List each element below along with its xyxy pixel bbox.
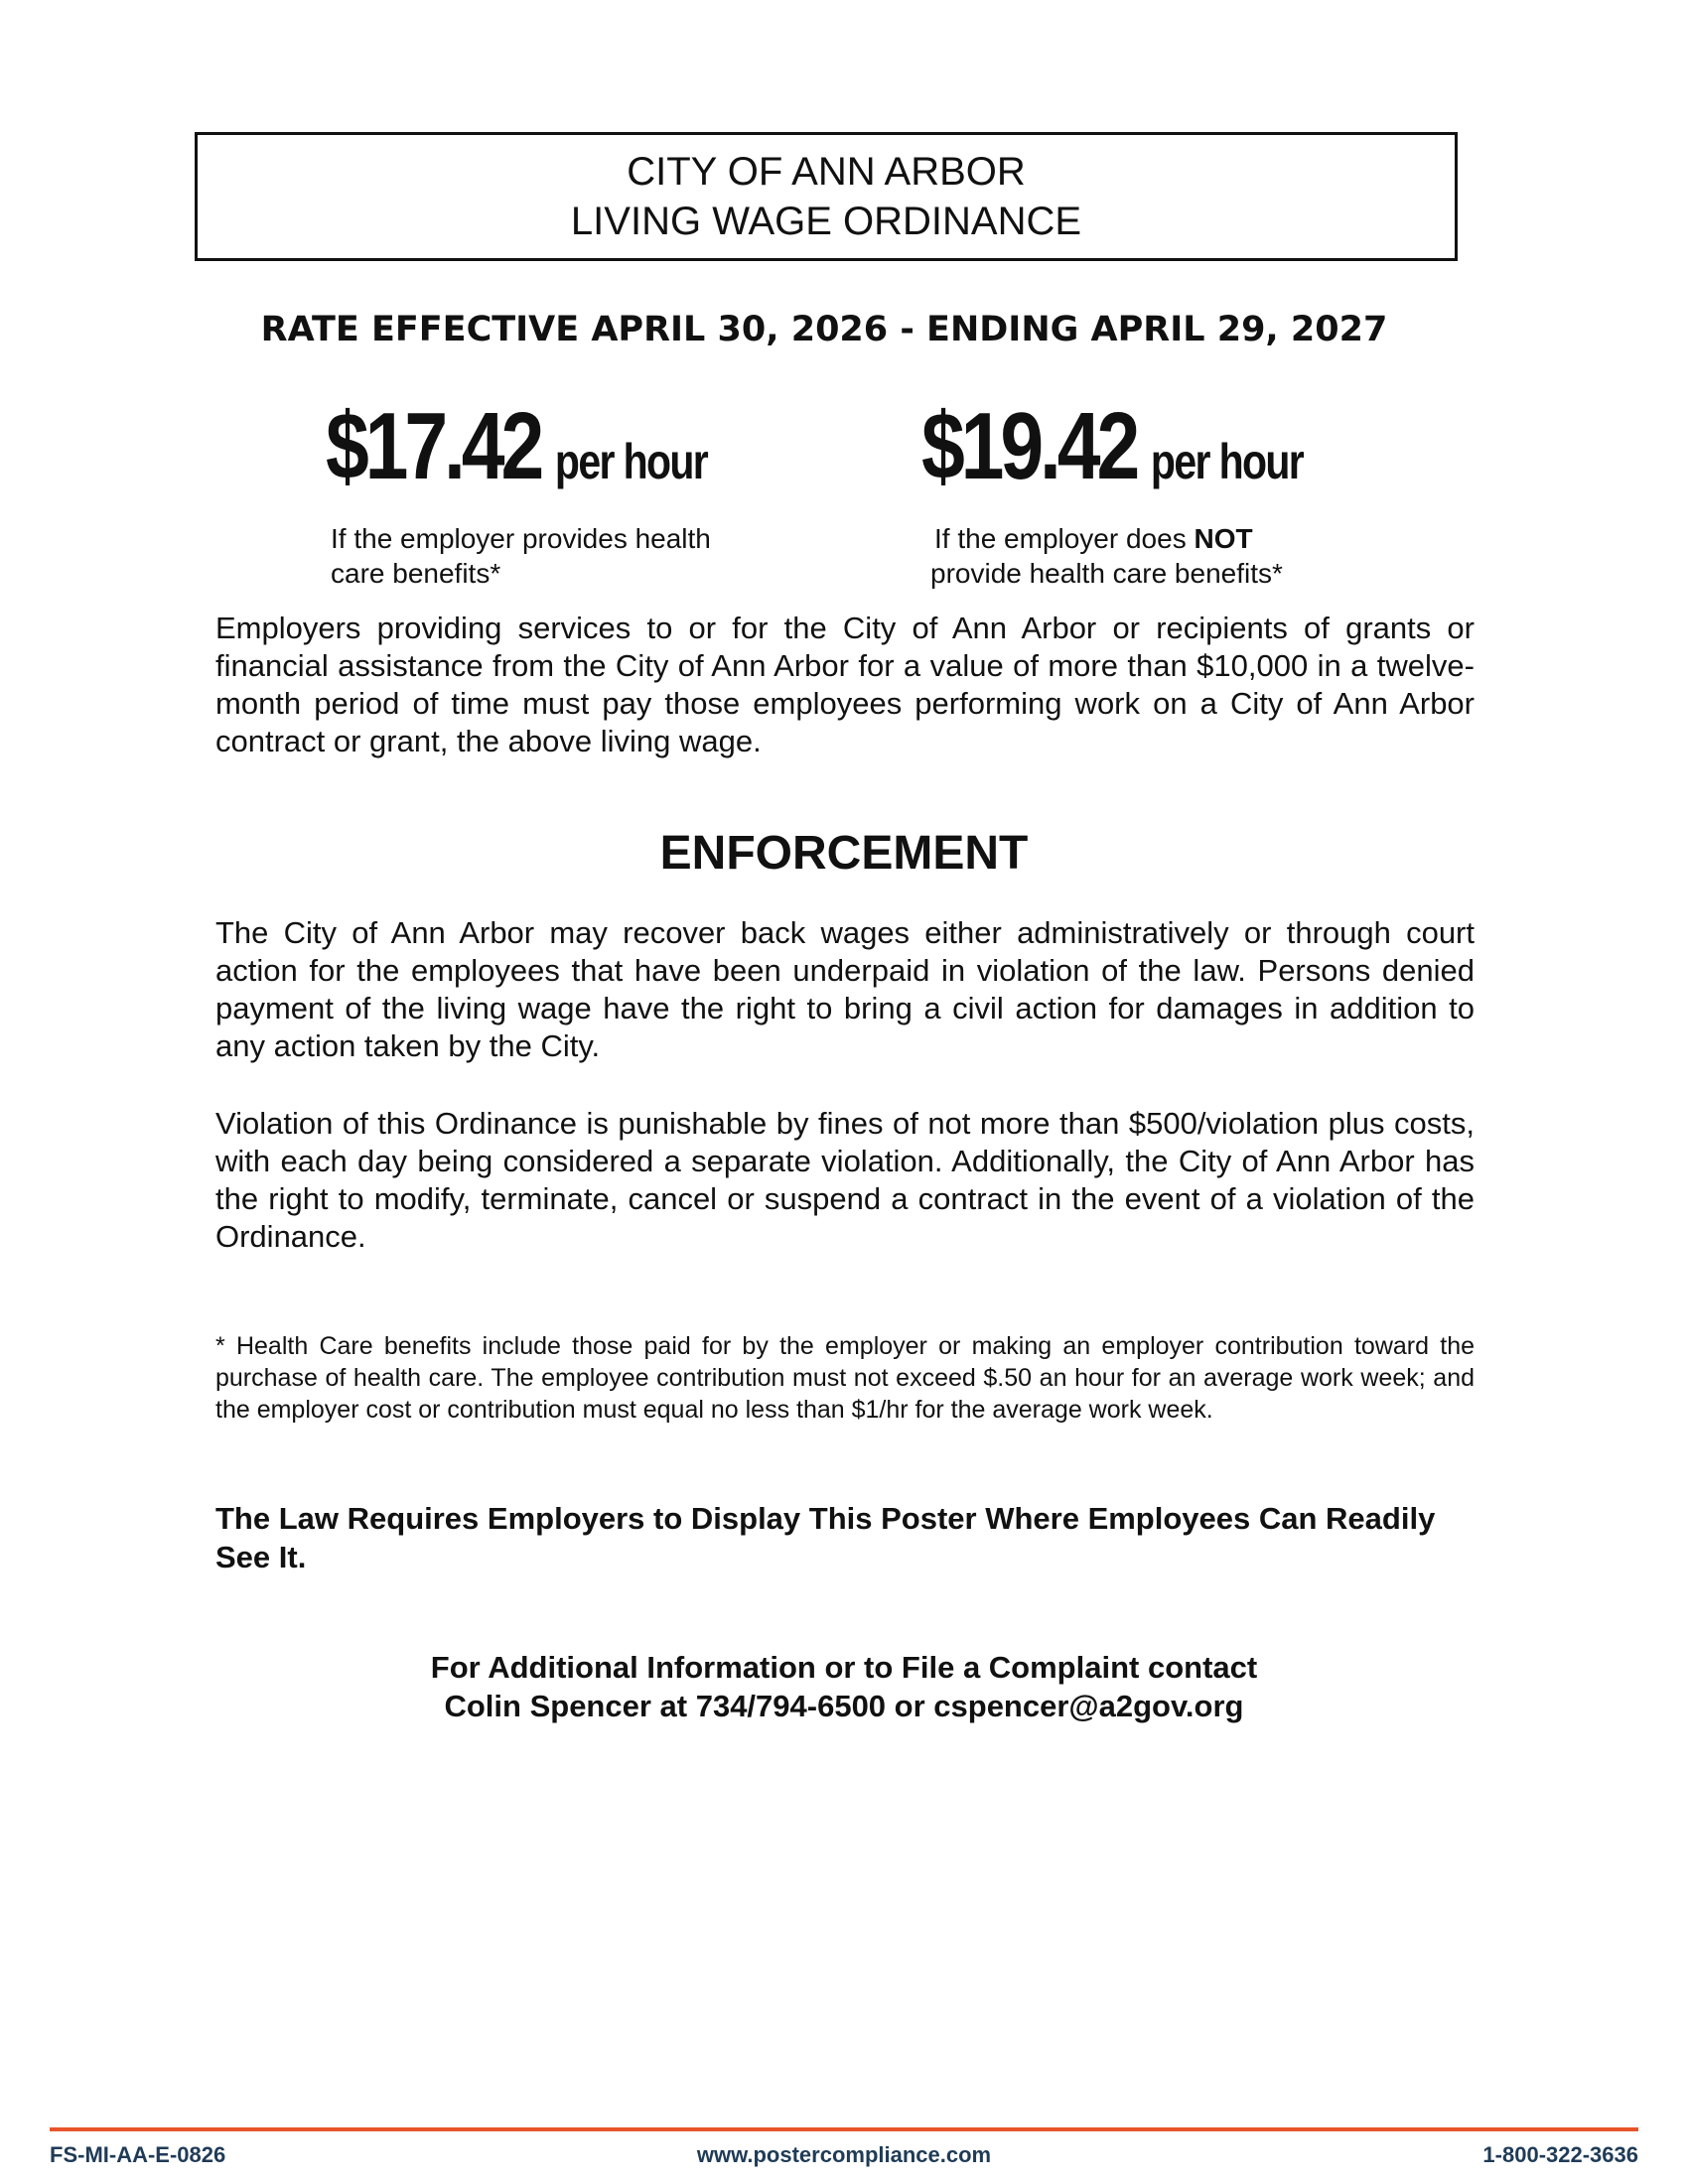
contact-line-1: For Additional Information or to File a Complaint contact bbox=[430, 1650, 1258, 1685]
wage-with-benefits bbox=[326, 393, 790, 591]
wage-unit-without-benefits: per hour bbox=[1150, 434, 1304, 489]
footer-website: www.postercompliance.com bbox=[696, 2142, 992, 2167]
title-line-1: CITY OF ANN ARBOR bbox=[627, 150, 1026, 194]
wage-amount-without-benefits: $19.42 bbox=[921, 393, 1137, 499]
wage-note-without-benefits: If the employer does NOT provide health care benefits* bbox=[930, 523, 1283, 589]
footer-rule bbox=[50, 2127, 1638, 2131]
enforcement-heading: ENFORCEMENT bbox=[659, 827, 1029, 880]
health-care-footnote: * Health Care benefits include those paid for by the employer or making an employer contribution toward the purchase of health care. The employee contribution must not exceed $.50 an hour for an average work week; and the employer cost or contribution must equal no less than $1/hr for the average work week. bbox=[215, 1332, 1475, 1424]
intro-paragraph: Employers providing services to or for the City of Ann Arbor or recipients of grants or financial assistance from the City of Ann Arbor for a value of more than $10,000 in a twelve-month period of time must pay those employees performing work on a City of Ann Arbor contract or grant, the above living wage. bbox=[215, 611, 1475, 758]
wage-without-benefits bbox=[921, 393, 1386, 591]
contact-line-2: Colin Spencer at 734/794-6500 or cspencer@a2gov.org bbox=[444, 1689, 1244, 1723]
contact-info bbox=[0, 1648, 1688, 1725]
enforcement-paragraph-2: Violation of this Ordinance is punishable by fines of not more than $500/violation plus costs, with each day being considered a separate violation. Additionally, the City of Ann Arbor has the right to modify, terminate, cancel or suspend a contract in the event of a violation of the Ordinance. bbox=[215, 1106, 1475, 1254]
display-law-notice: The Law Requires Employers to Display This Poster Where Employees Can Readily See It. bbox=[215, 1501, 1436, 1574]
wage-amount-with-benefits: $17.42 bbox=[326, 393, 541, 499]
not-emphasis: NOT bbox=[1194, 523, 1253, 554]
footer-phone: 1-800-322-3636 bbox=[1482, 2142, 1638, 2167]
title-box bbox=[195, 132, 1458, 261]
wage-unit-with-benefits: per hour bbox=[554, 434, 708, 489]
wage-note-with-benefits: If the employer provides health care benefits* bbox=[331, 523, 711, 589]
title-line-2: LIVING WAGE ORDINANCE bbox=[570, 200, 1082, 243]
rate-effective-heading: RATE EFFECTIVE APRIL 30, 2026 - ENDING APRIL 29, 2027 bbox=[260, 310, 1388, 349]
enforcement-paragraph-1: The City of Ann Arbor may recover back wages either administratively or through court action for the employees that have been underpaid in violation of the law. Persons denied payment of the living wage have the right to bring a civil action for damages in addition to any action taken by the City. bbox=[215, 915, 1475, 1063]
footer-code: FS-MI-AA-E-0826 bbox=[50, 2142, 226, 2167]
